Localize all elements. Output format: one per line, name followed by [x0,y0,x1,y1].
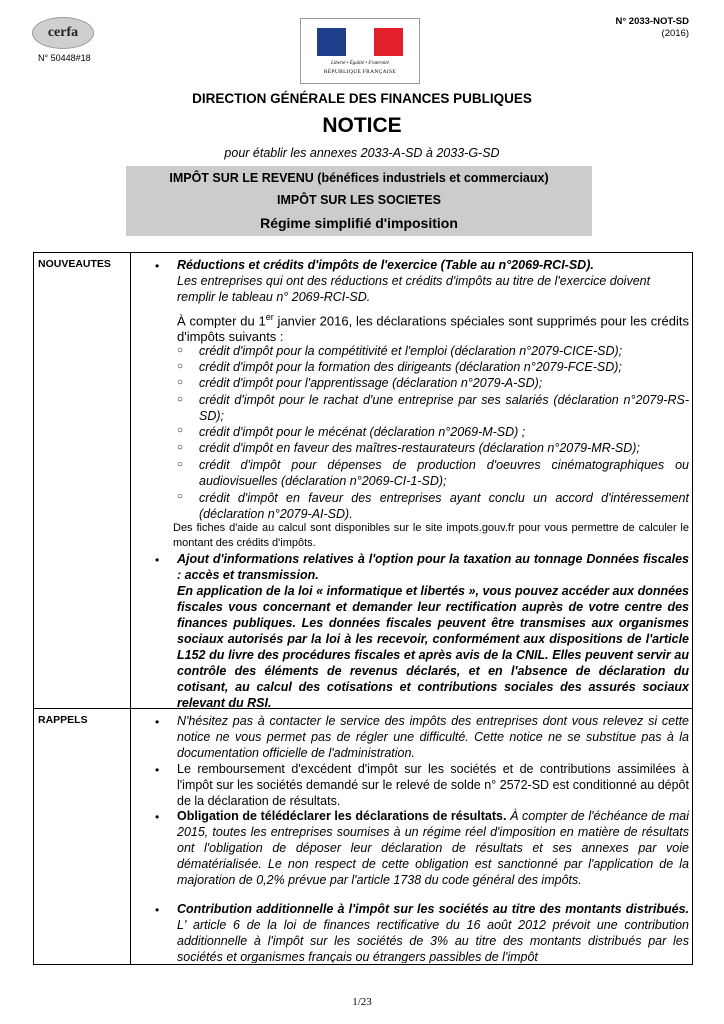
credit-item: crédit d'impôt pour la compétitivité et l'emploi (déclaration n°2079-CICE-SD); [199,344,623,358]
circle-bullet-icon: ○ [177,491,184,502]
notice-table [33,252,693,965]
form-id: N° 2033-NOT-SD [615,16,689,27]
box-line-3: Régime simplifié d'imposition [260,215,458,231]
rappel-4-text: L' article 6 de la loi de finances rectificative du 16 août 2012 prévoit une contribution additionnelle à l'impôt sur les sociétés de 3% au titre des montants distribués par les sociétés et organismes français ou étrangers passibles de l'impôt [177,918,689,963]
circle-bullet-icon: ○ [177,361,184,372]
logo-country: RÉPUBLIQUE FRANÇAISE [323,69,397,75]
cerfa-logo-text: cerfa [47,25,79,40]
circle-bullet-icon: ○ [177,345,184,356]
notice-title: NOTICE [322,114,402,137]
bullet-icon: • [155,903,160,917]
rappel-contribution [177,901,689,963]
nouveaute-donnees-fiscales [177,551,689,711]
nouveaute-2-title: Ajout d'informations relatives à l'option pour la taxation au tonnage Données fiscales : accès et transmission. [177,552,689,582]
logo-motto: Liberté • Égalité • Fraternité [331,61,389,66]
nouveaute-1-title: Réductions et crédits d'impôts de l'exercice (Table au n°2069-RCI-SD). [177,258,594,272]
bullet-icon: • [155,259,160,273]
credit-item: crédit d'impôt pour dépenses de production d'oeuvres cinématographiques ou audiovisuelles (déclaration n°2069-CI-1-SD); [199,458,689,488]
circle-bullet-icon: ○ [177,394,184,405]
nouveautes-label: NOUVEAUTES [38,258,111,270]
rappel-item: Le remboursement d'excédent d'impôt sur les sociétés et de contributions assimilées à l'impôt sur les sociétés demandé sur le relevé de solde n° 2572-SD est conditionné au dépôt de la déclaration de résultats. [177,762,689,808]
tax-regime-box [126,166,592,236]
circle-bullet-icon: ○ [177,442,184,453]
credit-item: crédit d'impôt pour le rachat d'une entreprise par ses salariés (déclaration n°2079-RS-SD); [199,393,689,423]
form-id-block [616,16,690,40]
circle-bullet-icon: ○ [177,425,184,436]
credits-intro: À compter du 1er janvier 2016, les déclarations spéciales sont supprimés pour les crédits d'impôts suivants : [177,312,689,345]
page-number: 1/23 [352,996,372,1008]
flag-icon [317,28,403,56]
circle-bullet-icon: ○ [177,377,184,388]
nouveaute-2-text: En application de la loi « informatique et libertés », vous pouvez accéder aux données fiscales vous concernant et demander leur rectification auprès de votre centre des finances publiques. Les données fiscales peuvent être transmises aux organismes sociaux autorisés par la loi à les recevoir, conformément aux dispositions de l'article L152 du livre des procédures fiscales et après avis de la CNIL. Elles peuvent servir au contrôle des éléments de revenus déclarés, et en l'absence de déclaration du cotisant, au calcul des cotisations et contributions sociales des assurés sociaux relevant du RSI. [177,584,689,710]
rappel-4-title: Contribution additionnelle à l'impôt sur les sociétés au titre des montants distribués. [177,902,689,916]
rappel-teledeclaration [177,808,689,888]
box-line-1: IMPÔT SUR LE REVENU (bénéfices industriels et commerciaux) [169,171,549,185]
bullet-icon: • [155,715,160,729]
direction-heading: DIRECTION GÉNÉRALE DES FINANCES PUBLIQUES [192,91,532,106]
bullet-icon: • [155,553,160,567]
cerfa-logo [32,17,94,49]
form-year: (2016) [661,28,689,39]
rappel-item: N'hésitez pas à contacter le service des impôts des entreprises dont vous relevez si cette notice ne vous permet pas de régler une difficulté. Cette notice ne se substitue pas à la documentation officielle de l'administration. [177,714,689,760]
box-line-2: IMPÔT SUR LES SOCIETES [277,193,441,207]
credit-item: crédit d'impôt pour l'apprentissage (déclaration n°2079-A-SD); [199,376,543,390]
fiches-aide-text: Des fiches d'aide au calcul sont disponibles sur le site impots.gouv.fr pour vous permettre de calculer le montant des crédits d'impôts. [173,522,689,549]
nouveaute-credits [177,257,689,345]
rappel-3-title: Obligation de télédéclarer les déclarations de résultats. [177,809,507,823]
rappels-label: RAPPELS [38,714,88,726]
marianne-logo [300,18,420,84]
cerfa-number: N° 50448#18 [38,53,91,63]
bullet-icon: • [155,810,160,824]
credit-item: crédit d'impôt pour le mécénat (déclaration n°2069-M-SD) ; [199,425,526,439]
credit-item: crédit d'impôt en faveur des maîtres-restaurateurs (déclaration n°2079-MR-SD); [199,441,640,455]
credit-item: crédit d'impôt en faveur des entreprises ayant conclu un accord d'intéressement (déclaration n°2079-AI-SD). [199,491,689,521]
notice-subtitle: pour établir les annexes 2033-A-SD à 2033-G-SD [224,146,500,160]
bullet-icon: • [155,763,160,777]
circle-bullet-icon: ○ [177,459,184,470]
rappel-3-text: À compter de l'échéance de mai 2015, toutes les entreprises soumises à un régime réel d'imposition en matière de résultats ont l'obligation de déposer leur déclaration de résultats et ses annexes par voie dématérialisée. Le non respect de cette obligation est sanctionné par l'application de la majoration de 0,2% prévue par l'article 1738 du code général des impôts. [177,809,689,887]
nouveaute-1-text: Les entreprises qui ont des réductions et crédits d'impôts au titre de l'exercice doivent remplir le tableau n° 2069-RCI-SD. [177,274,651,304]
credit-item: crédit d'impôt pour la formation des dirigeants (déclaration n°2079-FCE-SD); [199,360,622,374]
